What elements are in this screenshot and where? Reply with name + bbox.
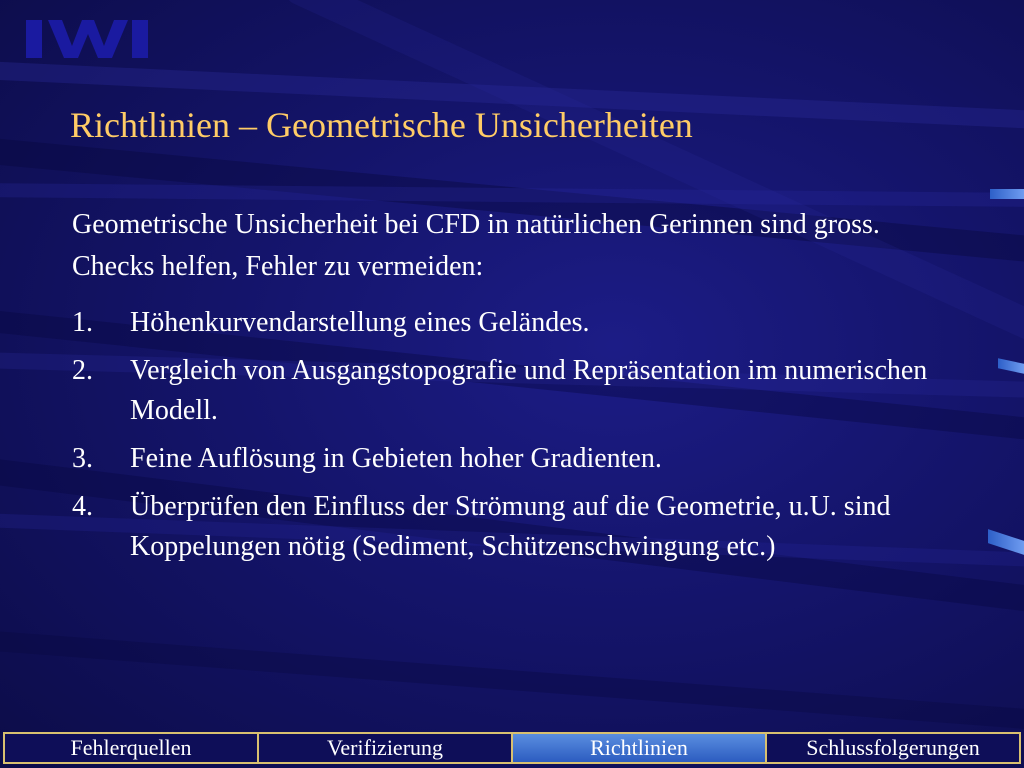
list-item-number: 4. <box>72 491 93 522</box>
list-item <box>72 487 952 567</box>
list-item <box>72 439 952 479</box>
side-decoration-bar <box>990 189 1024 199</box>
nav-tab-schlussfolgerungen[interactable]: Schlussfolgerungen <box>806 735 980 760</box>
list-item-text: Höhenkurvendarstellung eines Geländes. <box>130 307 590 338</box>
list-item <box>72 303 952 343</box>
intro-text: Geometrische Unsicherheit bei CFD in natürlichen Gerinnen sind gross. Checks helfen, Fehler zu vermeiden: <box>72 209 880 282</box>
nav-tab-richtlinien[interactable]: Richtlinien <box>513 734 767 762</box>
list-item-number: 3. <box>72 443 93 474</box>
nav-tab-fehlerquellen[interactable]: Fehlerquellen <box>5 734 259 762</box>
list-item-number: 1. <box>72 307 93 338</box>
list-item <box>72 351 952 431</box>
guideline-list <box>72 303 952 575</box>
list-item-number: 2. <box>72 355 93 386</box>
slide-title: Richtlinien – Geometrische Unsicherheiten <box>70 105 693 145</box>
list-item-text: Feine Auflösung in Gebieten hoher Gradienten. <box>130 443 662 474</box>
nav-tab-verifizierung[interactable]: Verifizierung <box>259 734 513 762</box>
section-navigation-bar <box>3 732 1021 764</box>
list-item-text: Vergleich von Ausgangstopografie und Repräsentation im numerischen Modell. <box>130 355 928 426</box>
list-item-text: Überprüfen den Einfluss der Strömung auf die Geometrie, u.U. sind Koppelungen nötig (Sediment, Schützenschwingung etc.) <box>130 491 891 562</box>
iwi-logo <box>26 18 150 60</box>
